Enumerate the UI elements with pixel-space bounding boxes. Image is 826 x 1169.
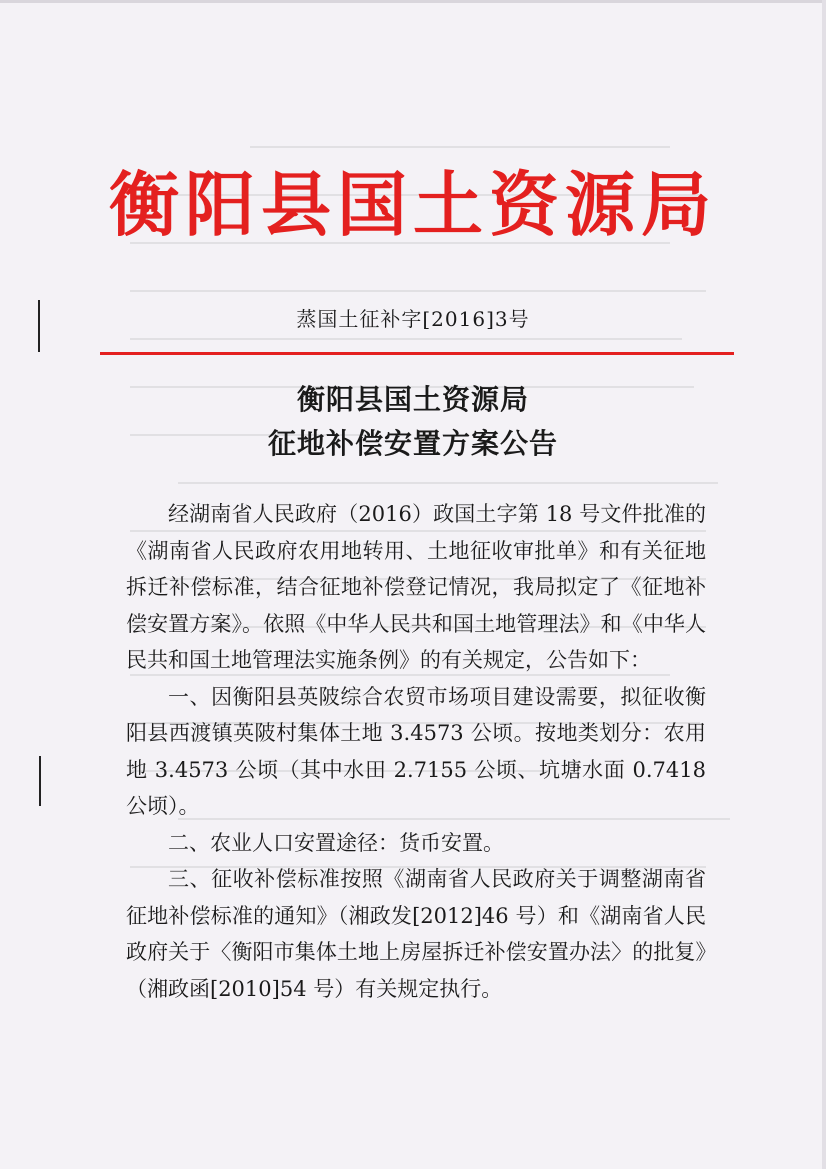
red-divider xyxy=(100,352,734,355)
body-paragraph: 经湖南省人民政府（2016）政国土字第 18 号文件批准的《湖南省人民政府农用地转用、土地征收审批单》和有关征地拆迁补偿标准，结合征地补偿登记情况，我局拟定了《征地补偿安置方案》。依照《中华人民共和国土地管理法》和《中华人民共和国土地管理法实施条例》的有关规定，公告如下： xyxy=(126,502,706,672)
notice-title-line1: 衡阳县国土资源局 xyxy=(296,383,529,416)
binding-mark xyxy=(38,300,40,352)
binding-mark xyxy=(39,756,41,806)
agency-header: 衡阳县国土资源局 xyxy=(109,163,717,246)
document-number: 蒸国土征补字[2016]3号 xyxy=(296,307,530,331)
body-paragraph: 三、征收补偿标准按照《湖南省人民政府关于调整湖南省征地补偿标准的通知》（湘政发[2012]46 号）和《湖南省人民政府关于〈衡阳市集体土地上房屋拆迁补偿安置办法〉的批复》（湘政函[2010]54 号）有关规定执行。 xyxy=(126,867,706,1001)
notice-body xyxy=(126,496,706,1007)
body-paragraph: 一、因衡阳县英陂综合农贸市场项目建设需要，拟征收衡阳县西渡镇英陂村集体土地 3.4573 公顷。按地类划分：农用地 3.4573 公顷（其中水田 2.7155 公顷、坑塘水面 0.7418 公顷）。 xyxy=(126,684,706,818)
notice-title-line2: 征地补偿安置方案公告 xyxy=(267,427,558,460)
page-edge xyxy=(0,0,826,3)
body-paragraph: 二、农业人口安置途径：货币安置。 xyxy=(168,830,504,855)
